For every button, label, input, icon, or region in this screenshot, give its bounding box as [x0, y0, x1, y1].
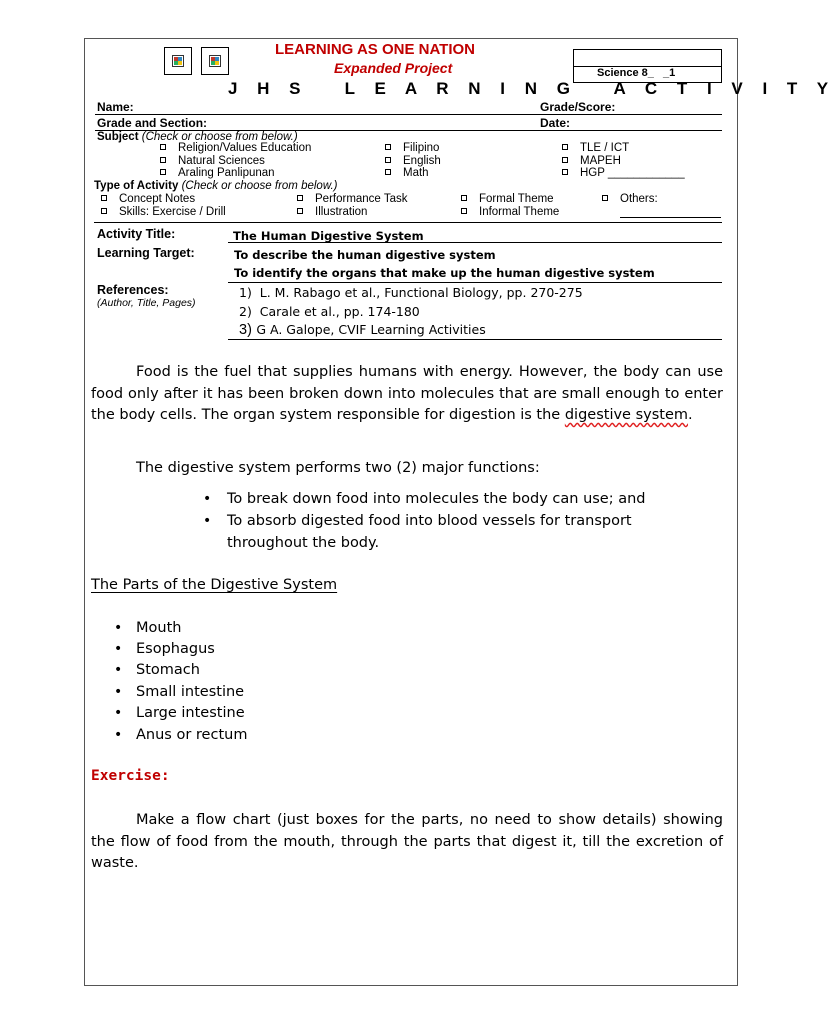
checkbox-icon[interactable] [562, 144, 568, 150]
bullet-icon: • [114, 684, 123, 700]
checkbox-icon[interactable] [461, 208, 467, 214]
checkbox-icon[interactable] [385, 157, 391, 163]
type-informal-theme[interactable]: Informal Theme [461, 206, 559, 218]
checkbox-icon[interactable] [562, 157, 568, 163]
checkbox-icon[interactable] [297, 208, 303, 214]
subject-tle[interactable]: TLE / ICT [562, 142, 629, 154]
references-label: References: [97, 283, 169, 297]
checkbox-icon[interactable] [602, 195, 608, 201]
exercise-paragraph: Make a flow chart (just boxes for the parts, no need to show details) showing the flow of food from the mouth, through the parts that digest it, till the excretion of waste. [91, 812, 723, 871]
type-skills[interactable]: Skills: Exercise / Drill [101, 206, 226, 218]
bullet-icon: • [114, 620, 123, 636]
checkbox-icon[interactable] [297, 195, 303, 201]
checkbox-icon[interactable] [101, 195, 107, 201]
bullet-icon: • [114, 662, 123, 678]
subject-religion[interactable]: Religion/Values Education [160, 142, 311, 154]
learning-target-label: Learning Target: [97, 246, 195, 260]
type-others[interactable]: Others: [602, 193, 658, 205]
functions-intro: The digestive system performs two (2) major functions: [136, 460, 540, 476]
function-2: To absorb digested food into blood vessels for transport [227, 513, 632, 529]
subject-mapeh[interactable]: MAPEH [562, 155, 621, 167]
code-box-top [573, 49, 722, 67]
reference-3: 3) G A. Galope, CVIF Learning Activities [239, 322, 486, 338]
activity-type-heading: Type of Activity (Check or choose from below.) [94, 180, 338, 192]
target-line [228, 282, 722, 283]
name-line [95, 114, 722, 115]
subject-math[interactable]: Math [385, 167, 429, 179]
subject-natural-sciences[interactable]: Natural Sciences [160, 155, 265, 167]
activity-title-value: The Human Digestive System [233, 229, 424, 243]
activity-heading: J H S L E A R N I N G A C T I V I T Y [228, 79, 836, 98]
bullet-icon: • [114, 641, 123, 657]
checkbox-icon[interactable] [385, 144, 391, 150]
type-formal-theme[interactable]: Formal Theme [461, 193, 554, 205]
name-label: Name: [97, 100, 134, 114]
references-line [228, 339, 722, 340]
learning-target-2: To identify the organs that make up the human digestive system [234, 266, 655, 280]
function-1: To break down food into molecules the body can use; and [227, 491, 646, 507]
deped-logo-icon [201, 47, 229, 75]
reference-2: 2) Carale et al., pp. 174-180 [239, 304, 420, 319]
bullet-icon: • [203, 491, 212, 507]
part-item: Mouth [136, 620, 182, 636]
others-blank-line[interactable] [620, 217, 721, 218]
checkbox-icon[interactable] [160, 157, 166, 163]
bullet-icon: • [114, 705, 123, 721]
school-logo-icon [164, 47, 192, 75]
reference-1: 1) L. M. Rabago et al., Functional Biology, pp. 270-275 [239, 285, 583, 300]
part-item: Small intestine [136, 684, 245, 700]
subject-english[interactable]: English [385, 155, 441, 167]
section-divider [94, 222, 722, 223]
part-item: Large intestine [136, 705, 245, 721]
org-title: LEARNING AS ONE NATION [275, 41, 476, 58]
checkbox-icon[interactable] [385, 169, 391, 175]
digestive-system-term: digestive system [564, 407, 689, 423]
subject-filipino[interactable]: Filipino [385, 142, 439, 154]
date-label: Date: [540, 116, 571, 130]
checkbox-icon[interactable] [461, 195, 467, 201]
checkbox-icon[interactable] [160, 169, 166, 175]
part-item: Esophagus [136, 641, 215, 657]
title-line [228, 242, 722, 243]
checkbox-icon[interactable] [160, 144, 166, 150]
parts-heading: The Parts of the Digestive System [91, 577, 338, 593]
subject-heading: Subject (Check or choose from below.) [97, 131, 298, 143]
function-2-cont: throughout the body. [227, 535, 380, 551]
project-subtitle: Expanded Project [334, 60, 453, 76]
grade-section-label: Grade and Section: [97, 116, 208, 130]
type-concept-notes[interactable]: Concept Notes [101, 193, 195, 205]
type-performance-task[interactable]: Performance Task [297, 193, 407, 205]
subject-araling[interactable]: Araling Panlipunan [160, 167, 275, 179]
bullet-icon: • [114, 727, 123, 743]
learning-target-1: To describe the human digestive system [234, 248, 496, 262]
intro-paragraph: Food is the fuel that supplies humans with energy. However, the body can use food only after it has been broken down into molecules that are small enough to enter the body cells. The organ system responsible for digestion is the digestive system. [91, 364, 723, 423]
subject-code: Science 8_ _1 [597, 67, 676, 79]
subject-hgp[interactable]: HGP ____________ [562, 167, 685, 179]
checkbox-icon[interactable] [562, 169, 568, 175]
grade-score-label: Grade/Score: [540, 100, 616, 114]
exercise-label: Exercise: [91, 768, 170, 784]
checkbox-icon[interactable] [101, 208, 107, 214]
activity-title-label: Activity Title: [97, 227, 176, 241]
bullet-icon: • [203, 513, 212, 529]
references-hint: (Author, Title, Pages) [97, 297, 196, 309]
part-item: Stomach [136, 662, 200, 678]
type-illustration[interactable]: Illustration [297, 206, 367, 218]
part-item: Anus or rectum [136, 727, 248, 743]
